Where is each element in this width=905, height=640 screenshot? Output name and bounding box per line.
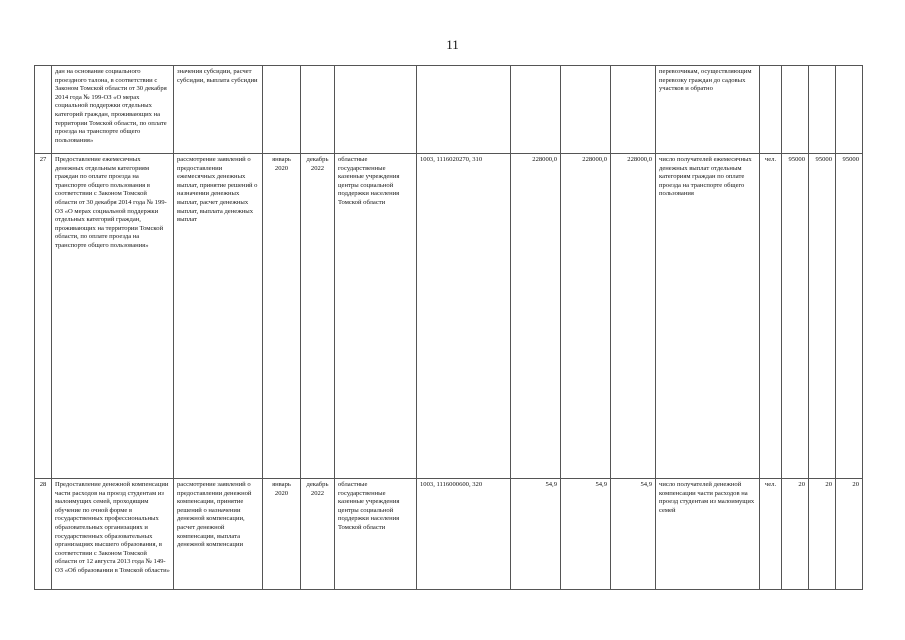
indicator: число получателей ежемесячных денежных выплат отдельным категориям граждан по оплате проезда на транспорте общего пользования: [656, 154, 760, 479]
indicator-value: 20: [809, 479, 836, 590]
executor: областные государственные казенные учреждения центры социальной поддержки населения Томской области: [335, 479, 417, 590]
start-date: январь 2020: [263, 479, 301, 590]
start-date: январь 2020: [263, 154, 301, 479]
activity-name: Предоставление денежной компенсации части расходов на проезд студентам из малоимущих семей, проходящим обучение по очной форме в государственных профессиональных образовательных организациях и государственных образовательных организациях высшего образования, в соответствии с Законом Томской области от 12 августа 2013 года № 149-ОЗ «Об образовании в Томской области»: [52, 479, 174, 590]
indicator-value: 20: [836, 479, 863, 590]
page-number: 11: [446, 37, 459, 52]
indicator: число получателей денежной компенсации части расходов на проезд студентам из малоимущих семей: [656, 479, 760, 590]
start-date: [263, 66, 301, 154]
funding-value: [511, 66, 561, 154]
funding-value: [561, 66, 611, 154]
row-number: [35, 66, 52, 154]
funding-value: [611, 66, 656, 154]
activity-content: рассмотрение заявлений о предоставлении ежемесячных денежных выплат, принятие решений о назначении денежных выплат, расчет денежных выплат, выплата денежных выплат: [174, 154, 263, 479]
funding-value: 54,9: [611, 479, 656, 590]
table-row: [35, 479, 863, 590]
indicator-value: [836, 66, 863, 154]
funding-value: 228000,0: [511, 154, 561, 479]
budget-code: [417, 66, 511, 154]
unit: чел.: [760, 479, 782, 590]
indicator-value: 95000: [809, 154, 836, 479]
end-date: [301, 66, 335, 154]
budget-code: 1003, 1116020270, 310: [417, 154, 511, 479]
table-row: [35, 154, 863, 479]
budget-code: 1003, 1116000600, 320: [417, 479, 511, 590]
end-date: декабрь 2022: [301, 154, 335, 479]
indicator: перевозчикам, осуществляющим перевозку граждан до садовых участков и обратно: [656, 66, 760, 154]
indicator-value: 95000: [782, 154, 809, 479]
funding-value: 54,9: [561, 479, 611, 590]
program-activities-table: [34, 65, 863, 590]
table-row: [35, 66, 863, 154]
unit: чел.: [760, 154, 782, 479]
activity-content: значения субсидии, расчет субсидии, выплата субсидии: [174, 66, 263, 154]
end-date: декабрь 2022: [301, 479, 335, 590]
activity-content: рассмотрение заявлений о предоставлении денежной компенсации, принятие решений о назначении денежной компенсации, расчет денежной компенсации, выплата денежной компенсации: [174, 479, 263, 590]
funding-value: 54,9: [511, 479, 561, 590]
funding-value: 228000,0: [611, 154, 656, 479]
indicator-value: [782, 66, 809, 154]
row-number: 28: [35, 479, 52, 590]
indicator-value: [809, 66, 836, 154]
funding-value: 228000,0: [561, 154, 611, 479]
indicator-value: 95000: [836, 154, 863, 479]
executor: областные государственные казенные учреждения центры социальной поддержки населения Томской области: [335, 154, 417, 479]
row-number: 27: [35, 154, 52, 479]
activity-name: Предоставление ежемесячных денежных отдельным категориям граждан по оплате проезда на транспорте общего пользования в соответствии с Законом Томской области от 30 декабря 2014 года № 199-ОЗ «О мерах социальной поддержки отдельных категорий граждан, проживающих на территории Томской области, по оплате проезда на транспорте общего пользования»: [52, 154, 174, 479]
activity-name: дан на основание социального проездного талона, в соответствии с Законом Томской области от 30 декабря 2014 года № 199-ОЗ «О мерах социальной поддержки отдельных категорий граждан, проживающих на территории Томской области, по оплате проезда на транспорте общего пользования»: [52, 66, 174, 154]
unit: [760, 66, 782, 154]
executor: [335, 66, 417, 154]
indicator-value: 20: [782, 479, 809, 590]
